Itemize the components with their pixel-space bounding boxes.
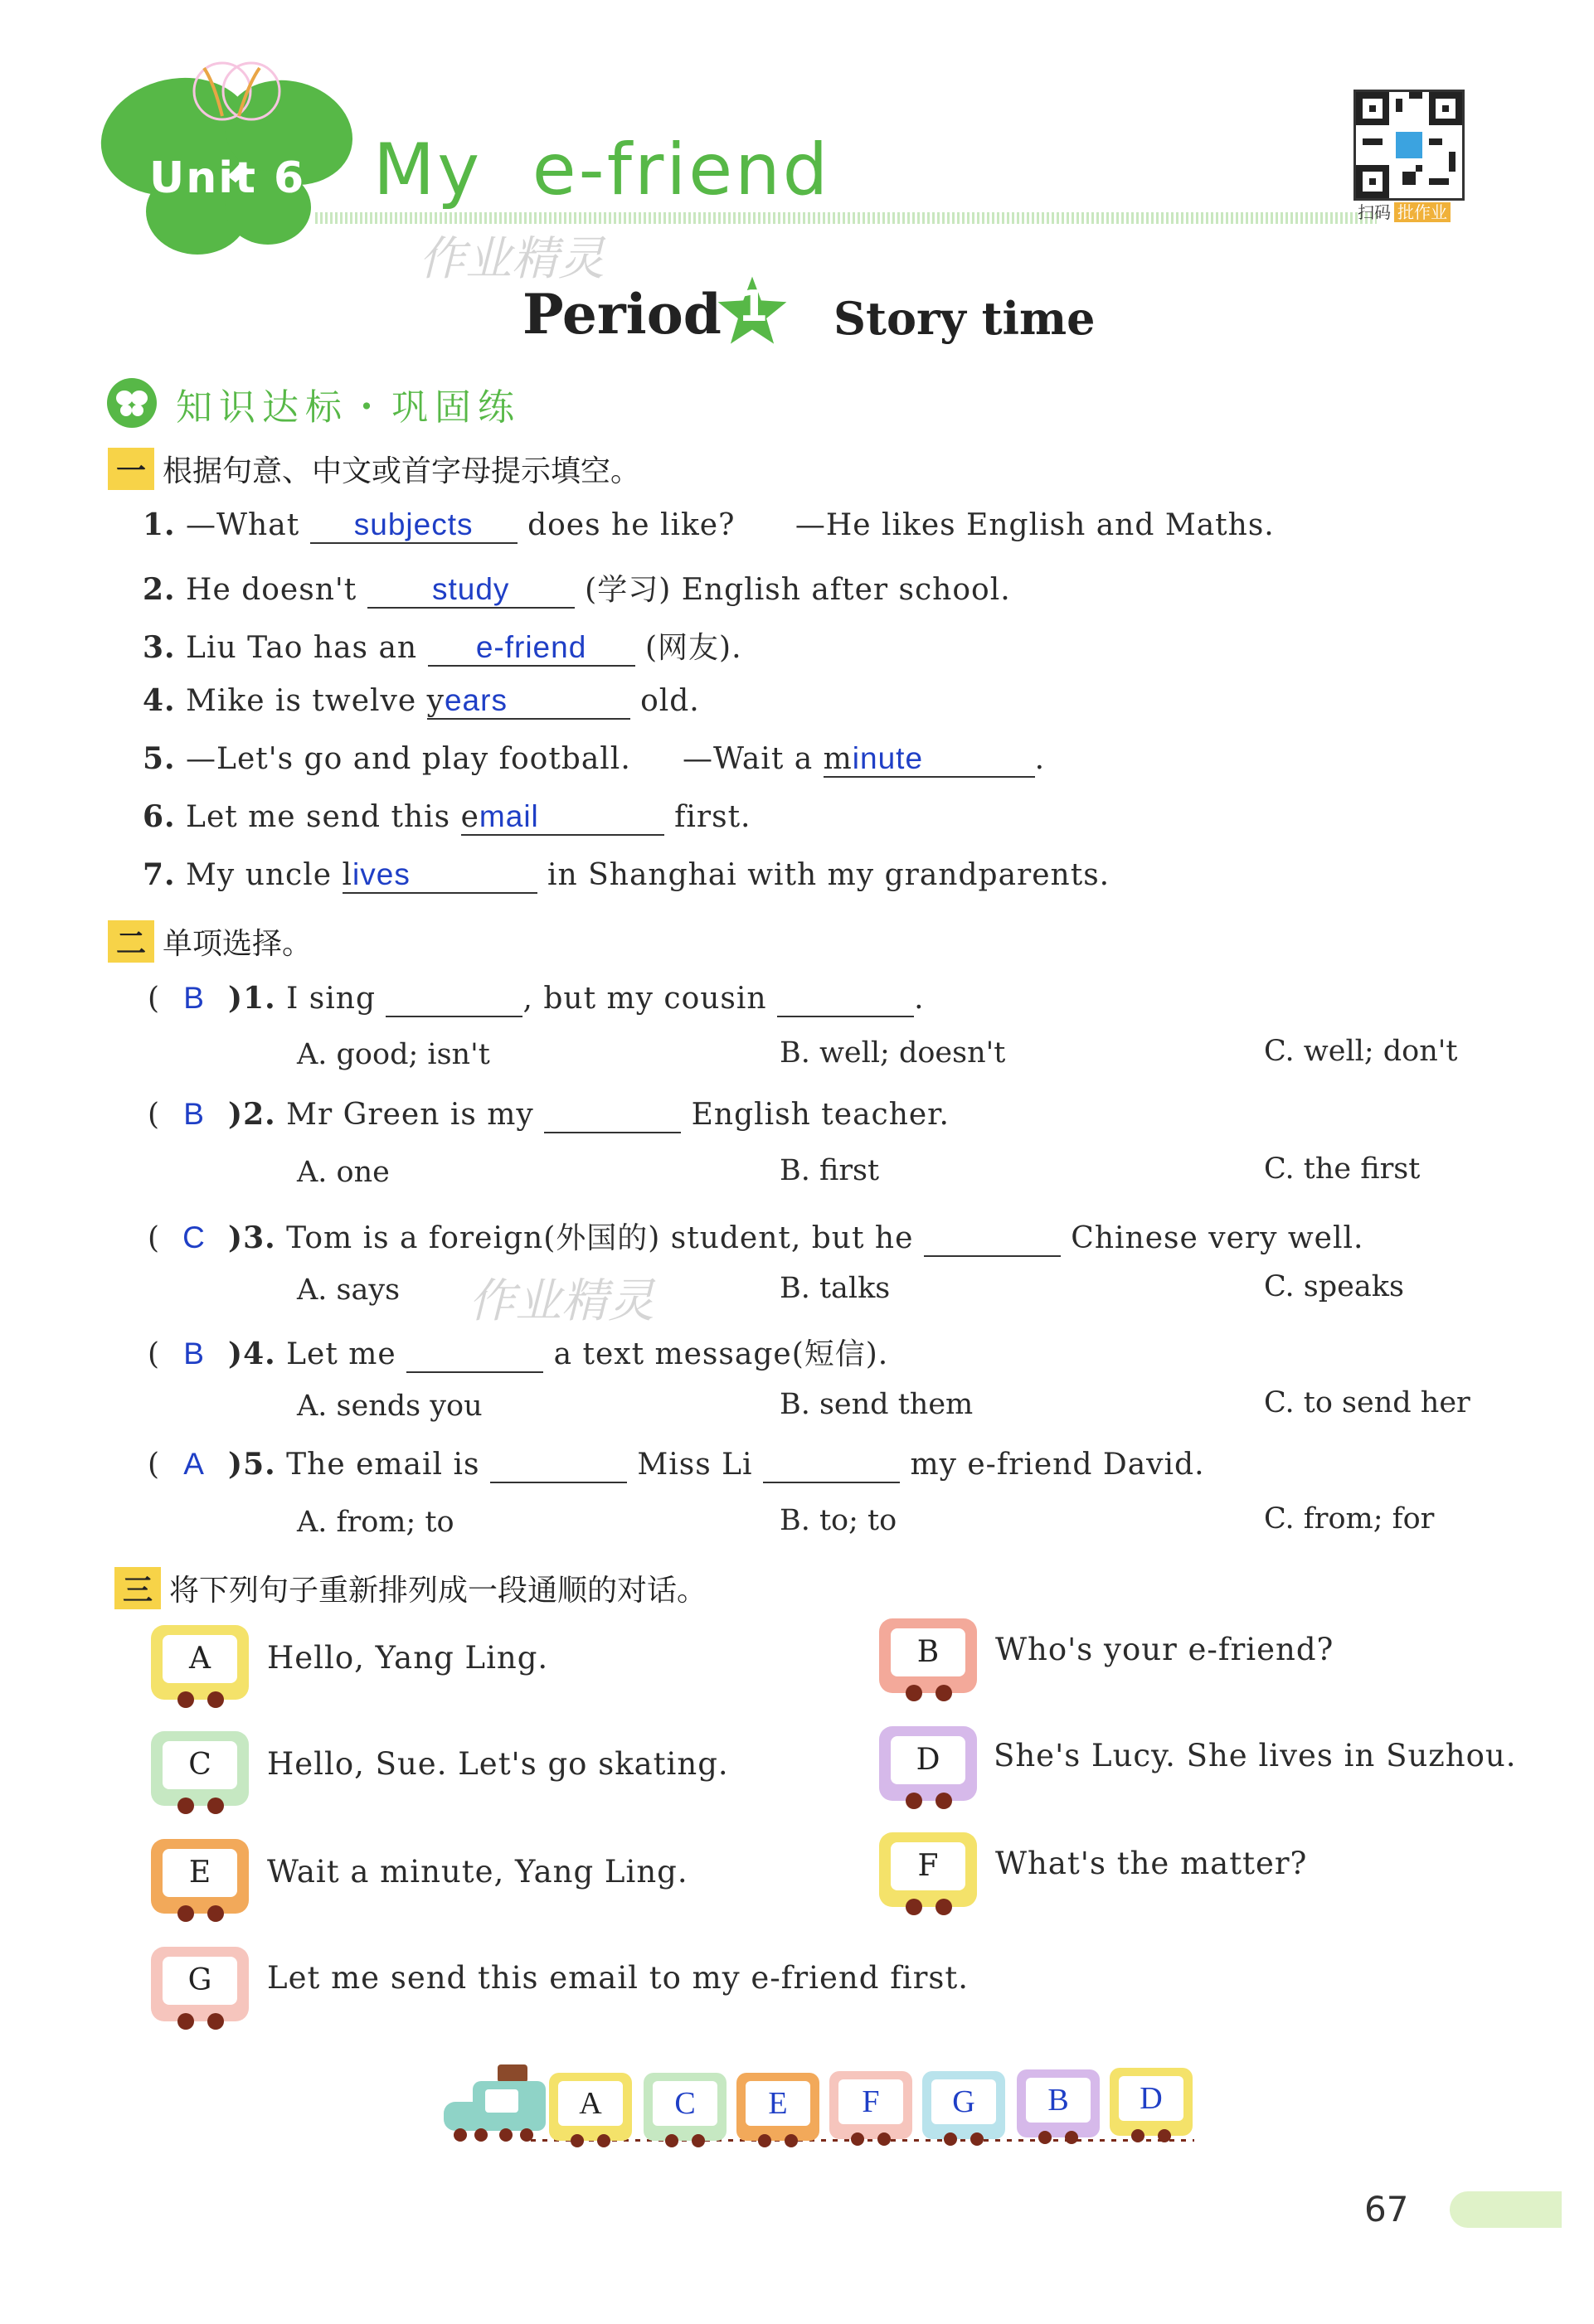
answer-blank[interactable] — [777, 982, 914, 1017]
part1-number: 一 — [108, 448, 154, 490]
answer-blank[interactable]: email — [461, 799, 664, 836]
sentence-card: G — [151, 1947, 249, 2021]
answer-blank[interactable] — [386, 982, 522, 1017]
fill-item: 5. —Let's go and play football. —Wait a minute . — [143, 741, 1046, 776]
qr-code[interactable] — [1353, 90, 1465, 201]
sentence-text: Who's your e-friend? — [995, 1632, 1334, 1667]
sentence-text: She's Lucy. She lives in Suzhou. — [994, 1738, 1517, 1773]
answer-blank[interactable]: study — [367, 572, 575, 609]
part2-number: 二 — [108, 920, 154, 963]
option-b[interactable]: B. to; to — [780, 1504, 897, 1537]
part3-number: 三 — [114, 1567, 161, 1609]
watermark: 作业精灵 — [469, 1274, 654, 1328]
choice-answer: B — [183, 981, 205, 1015]
option-b[interactable]: B. talks — [780, 1272, 891, 1305]
choice-answer: C — [182, 1220, 206, 1254]
sentence-text: Let me send this email to my e-friend first. — [267, 1960, 970, 1996]
train-car: C — [644, 2073, 727, 2141]
option-b[interactable]: B. well; doesn't — [780, 1036, 1006, 1070]
part2-heading — [108, 920, 312, 963]
page-tab — [1450, 2191, 1562, 2228]
part3-heading — [114, 1567, 707, 1609]
answer-blank[interactable] — [763, 1448, 900, 1483]
part1-instruction: 根据句意、中文或首字母提示填空。 — [163, 454, 641, 488]
qr-caption: 扫码 批作业 — [1358, 199, 1451, 223]
section-title: 知识达标・巩固练 — [176, 386, 521, 429]
train-car: F — [829, 2071, 912, 2139]
answer-blank[interactable]: years — [427, 683, 630, 720]
choice-question: ( B )2. Mr Green is my English teacher. — [148, 1097, 950, 1132]
choice-question: ( B )4. Let me a text message(短信). — [148, 1337, 889, 1371]
fill-item: 3. Liu Tao has an e-friend (网友). — [143, 630, 742, 665]
period-subtitle: Story time — [833, 292, 1096, 345]
sentence-text: What's the matter? — [995, 1846, 1308, 1881]
choice-question: ( B )1. I sing , but my cousin . — [148, 981, 925, 1016]
train-car: B — [1017, 2069, 1100, 2137]
qr-tag: 批作业 — [1394, 202, 1451, 222]
answer-blank[interactable] — [544, 1098, 681, 1133]
option-c[interactable]: C. the first — [1264, 1152, 1421, 1186]
train-car: E — [736, 2073, 819, 2141]
part3-instruction: 将下列句子重新排列成一段通顺的对话。 — [169, 1574, 707, 1608]
option-a[interactable]: A. good; isn't — [297, 1038, 490, 1071]
page-number: 67 — [1364, 2189, 1409, 2229]
option-c[interactable]: C. speaks — [1264, 1270, 1404, 1303]
fill-item: 1. —What subjects does he like? —He likes English and Maths. — [143, 507, 1275, 542]
fill-item: 4. Mike is twelve years old. — [143, 683, 700, 718]
train-car: A — [549, 2073, 632, 2141]
option-a[interactable]: A. says — [297, 1274, 401, 1307]
train-car: D — [1110, 2068, 1193, 2136]
choice-question: ( A )5. The email is Miss Li my e-friend David. — [148, 1447, 1205, 1482]
answer-blank[interactable]: subjects — [310, 507, 518, 544]
answer-blank[interactable]: minute — [824, 741, 1035, 778]
answer-blank[interactable] — [406, 1337, 543, 1373]
train-car: G — [922, 2071, 1005, 2139]
page-title: My e-friend — [373, 129, 831, 211]
period-word: Period — [522, 282, 722, 347]
sentence-card: C — [151, 1731, 249, 1806]
sentence-text: Hello, Yang Ling. — [267, 1640, 549, 1676]
sentence-text: Hello, Sue. Let's go skating. — [267, 1746, 729, 1782]
option-c[interactable]: C. to send her — [1264, 1386, 1470, 1419]
period-number: 1 — [738, 282, 769, 332]
fill-item: 6. Let me send this email first. — [143, 799, 751, 834]
option-b[interactable]: B. first — [780, 1154, 880, 1187]
option-a[interactable]: A. sends you — [297, 1390, 483, 1423]
answer-blank[interactable]: e-friend — [428, 630, 635, 667]
sentence-text: Wait a minute, Yang Ling. — [267, 1854, 688, 1890]
option-a[interactable]: A. one — [297, 1156, 390, 1189]
part1-heading — [108, 448, 640, 490]
option-a[interactable]: A. from; to — [297, 1506, 454, 1539]
option-b[interactable]: B. send them — [780, 1388, 974, 1421]
choice-answer: B — [183, 1097, 205, 1131]
choice-answer: A — [183, 1447, 205, 1481]
watermark: 作业精灵 — [419, 232, 605, 286]
option-c[interactable]: C. from; for — [1264, 1502, 1435, 1536]
fill-item: 7. My uncle lives in Shanghai with my grandparents. — [143, 857, 1110, 892]
sentence-card: E — [151, 1839, 249, 1914]
sentence-card: D — [879, 1726, 977, 1801]
sentence-card: B — [879, 1618, 977, 1693]
fill-item: 2. He doesn't study (学习) English after school. — [143, 572, 1011, 607]
part2-instruction: 单项选择。 — [163, 927, 313, 961]
butterfly-icon — [106, 377, 158, 429]
sentence-card: F — [879, 1832, 977, 1907]
unit-label: Unit 6 — [149, 153, 306, 203]
qr-pattern-icon — [1356, 92, 1462, 198]
choice-answer: B — [183, 1337, 205, 1371]
sentence-card: A — [151, 1625, 249, 1700]
choice-question: ( C )3. Tom is a foreign(外国的) student, but he Chinese very well. — [148, 1220, 1364, 1255]
answer-blank[interactable] — [924, 1221, 1061, 1257]
answer-blank[interactable] — [490, 1448, 627, 1483]
option-c[interactable]: C. well; don't — [1264, 1035, 1458, 1068]
answer-blank[interactable]: lives — [343, 857, 537, 894]
